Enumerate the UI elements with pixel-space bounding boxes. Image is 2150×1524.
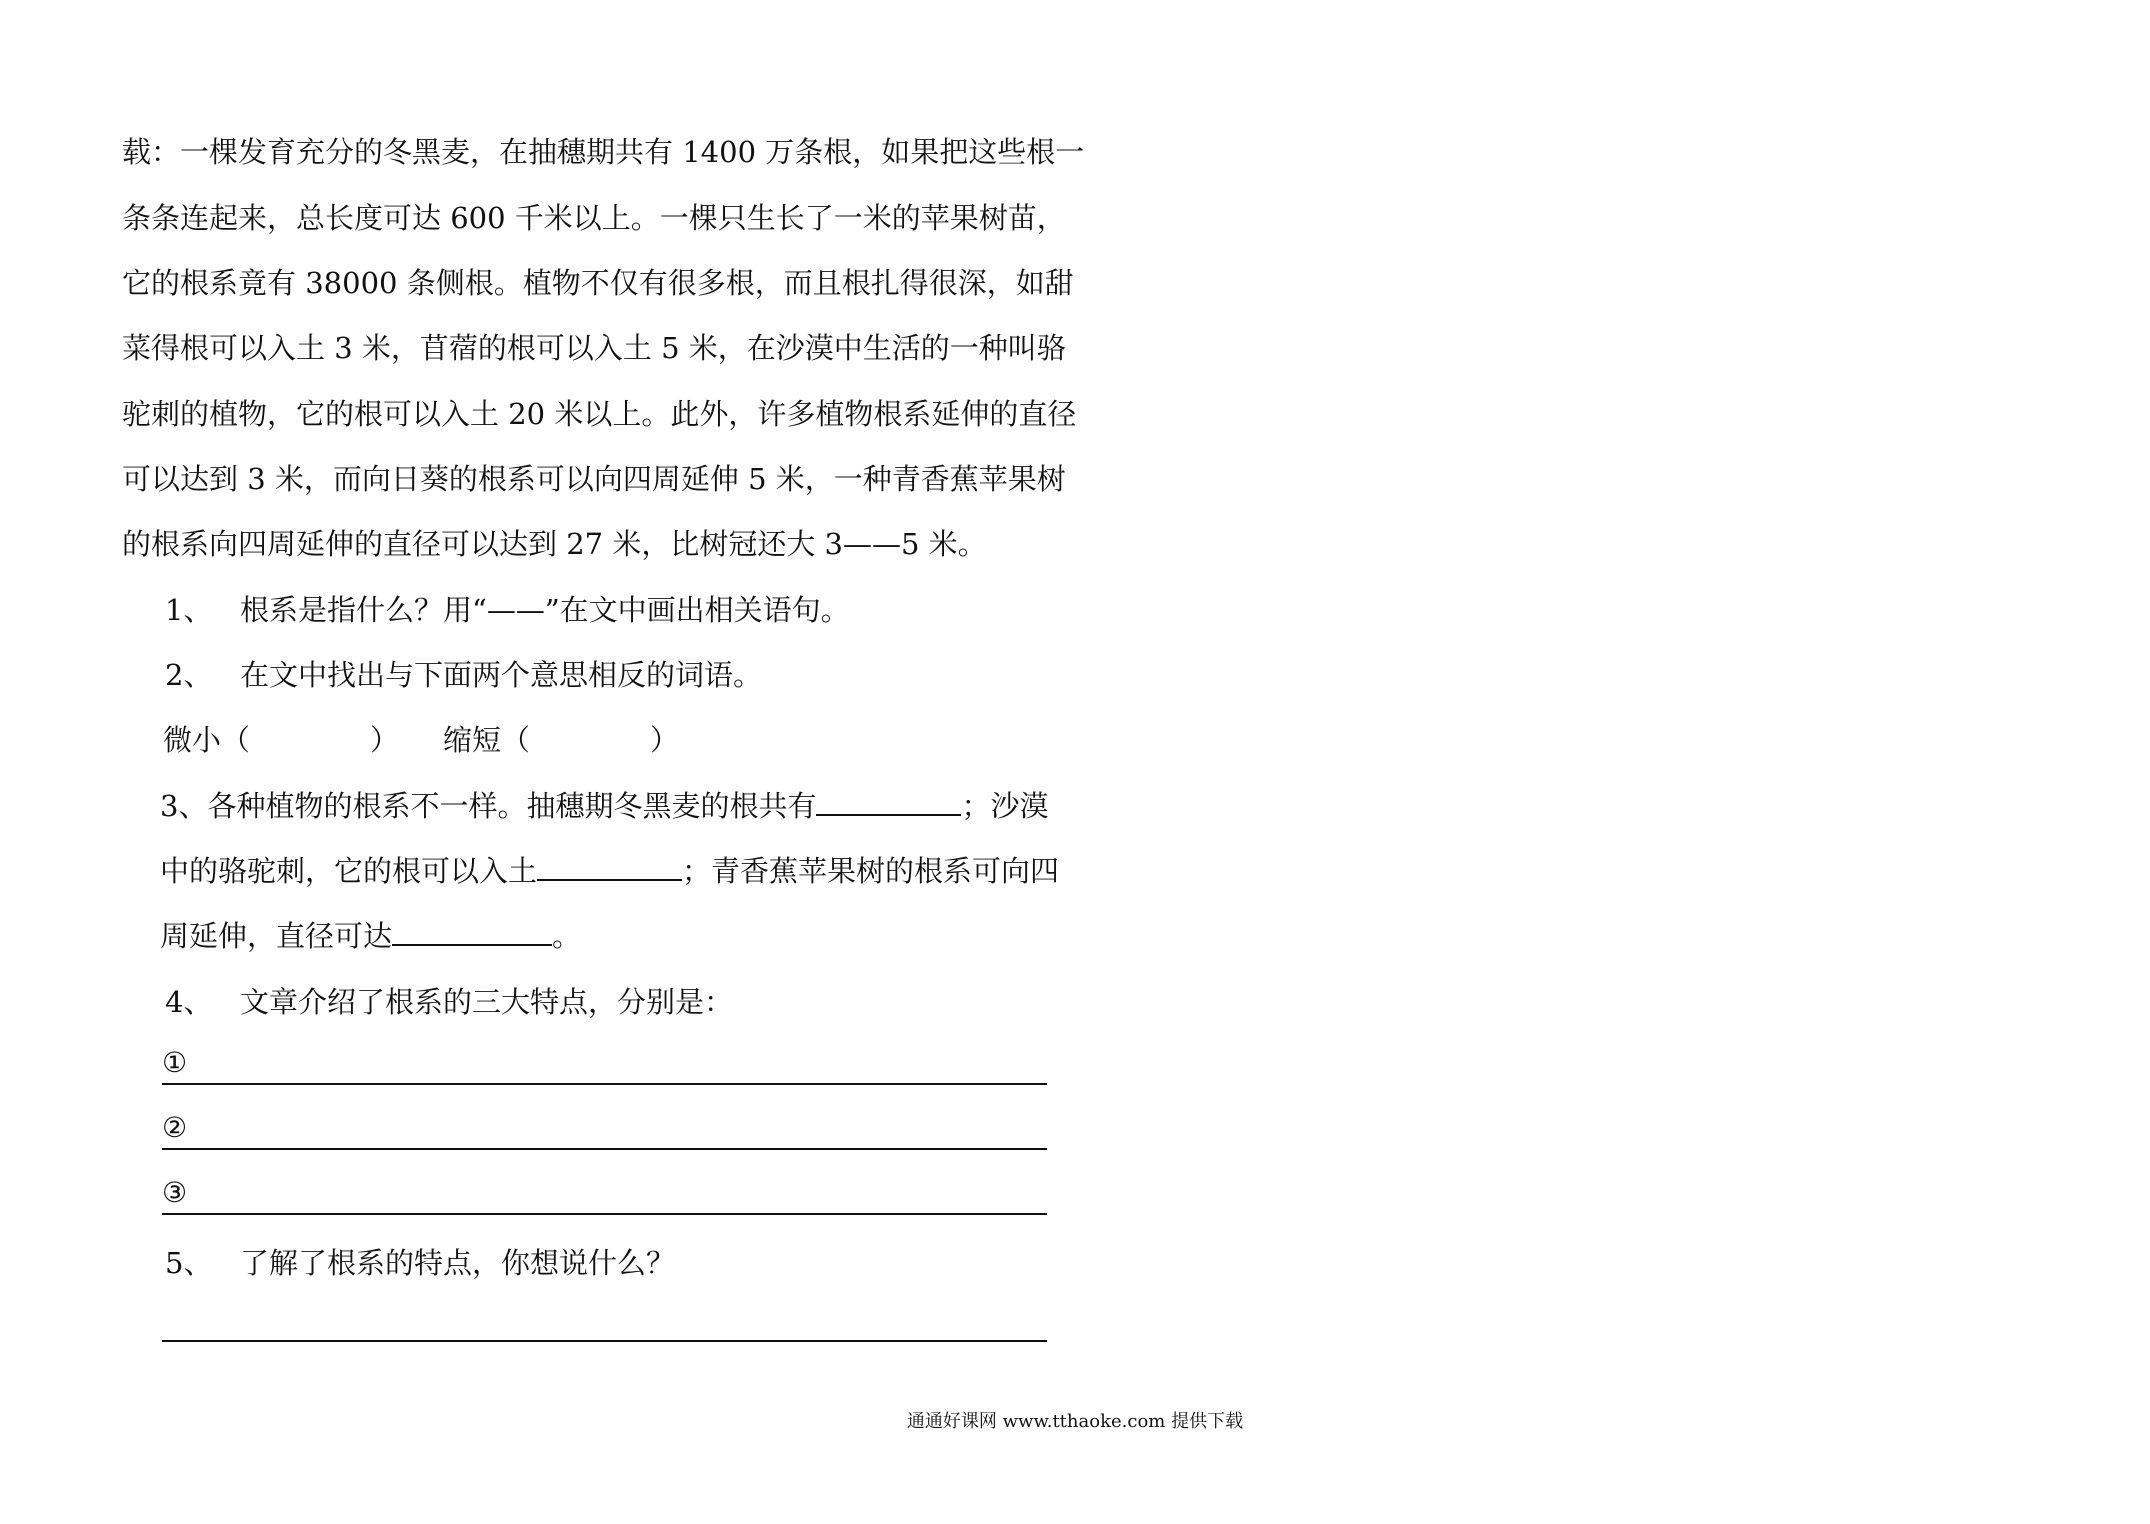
question-text: 了解了根系的特点，你想说什么？	[240, 1246, 676, 1280]
question-text: 文章介绍了根系的三大特点，分别是：	[240, 985, 734, 1019]
question-number: 5、	[165, 1246, 213, 1280]
question-number: 2、	[165, 658, 213, 692]
question-text: ；沙漠	[961, 789, 1049, 823]
answer-line-q5[interactable]	[162, 1300, 1047, 1342]
answer-line-2[interactable]	[162, 1108, 1047, 1150]
passage-line: 驼刺的植物，它的根可以入土 20 米以上。此外，许多植物根系延伸的直径	[122, 397, 1077, 431]
circled-number-3: ③	[162, 1176, 188, 1209]
question-text: 在文中找出与下面两个意思相反的词语。	[240, 658, 763, 692]
fill-blank[interactable]	[537, 851, 682, 881]
answer-line-1[interactable]	[162, 1043, 1047, 1085]
circled-number-2: ②	[162, 1111, 188, 1144]
fill-blank[interactable]	[816, 786, 961, 816]
question-number: 4、	[165, 985, 213, 1019]
passage-line: 它的根系竟有 38000 条侧根。植物不仅有很多根，而且根扎得很深，如甜	[122, 266, 1074, 300]
question-text: ；青香蕉苹果树的根系可向四	[682, 854, 1060, 888]
question-text: 根系是指什么？用“——”在文中画出相关语句。	[240, 593, 850, 627]
question-text: 3、各种植物的根系不一样。抽穗期冬黑麦的根共有	[160, 789, 817, 823]
passage-line: 条条连起来，总长度可达 600 千米以上。一棵只生长了一米的苹果树苗，	[122, 201, 1066, 235]
question-text: 中的骆驼刺，它的根可以入土	[160, 854, 538, 888]
question-text: 周延伸，直径可达	[160, 919, 393, 953]
passage-line: 可以达到 3 米，而向日葵的根系可以向四周延伸 5 米，一种青香蕉苹果树	[122, 462, 1066, 496]
passage-line: 的根系向四周延伸的直径可以达到 27 米，比树冠还大 3——5 米。	[122, 527, 987, 561]
question-number: 1、	[165, 593, 213, 627]
passage-line: 载：一棵发育充分的冬黑麦，在抽穗期共有 1400 万条根，如果把这些根一	[122, 135, 1085, 169]
page-footer: 通通好课网 www.tthaoke.com 提供下载	[906, 1411, 1244, 1432]
passage-line: 菜得根可以入土 3 米，苜蓿的根可以入土 5 米，在沙漠中生活的一种叫骆	[122, 331, 1066, 365]
word-tiny-close: ）	[370, 723, 400, 757]
question-3-line-2	[160, 851, 1059, 891]
word-tiny-label: 微小（	[163, 723, 251, 757]
question-3-line-3	[160, 916, 581, 956]
word-shorten-close: ）	[650, 723, 680, 757]
word-shorten-label: 缩短（	[443, 723, 531, 757]
circled-number-1: ①	[162, 1046, 188, 1079]
question-3-line-1	[160, 786, 1048, 826]
question-text: 。	[552, 919, 582, 953]
answer-line-3[interactable]	[162, 1173, 1047, 1215]
fill-blank[interactable]	[392, 916, 552, 946]
